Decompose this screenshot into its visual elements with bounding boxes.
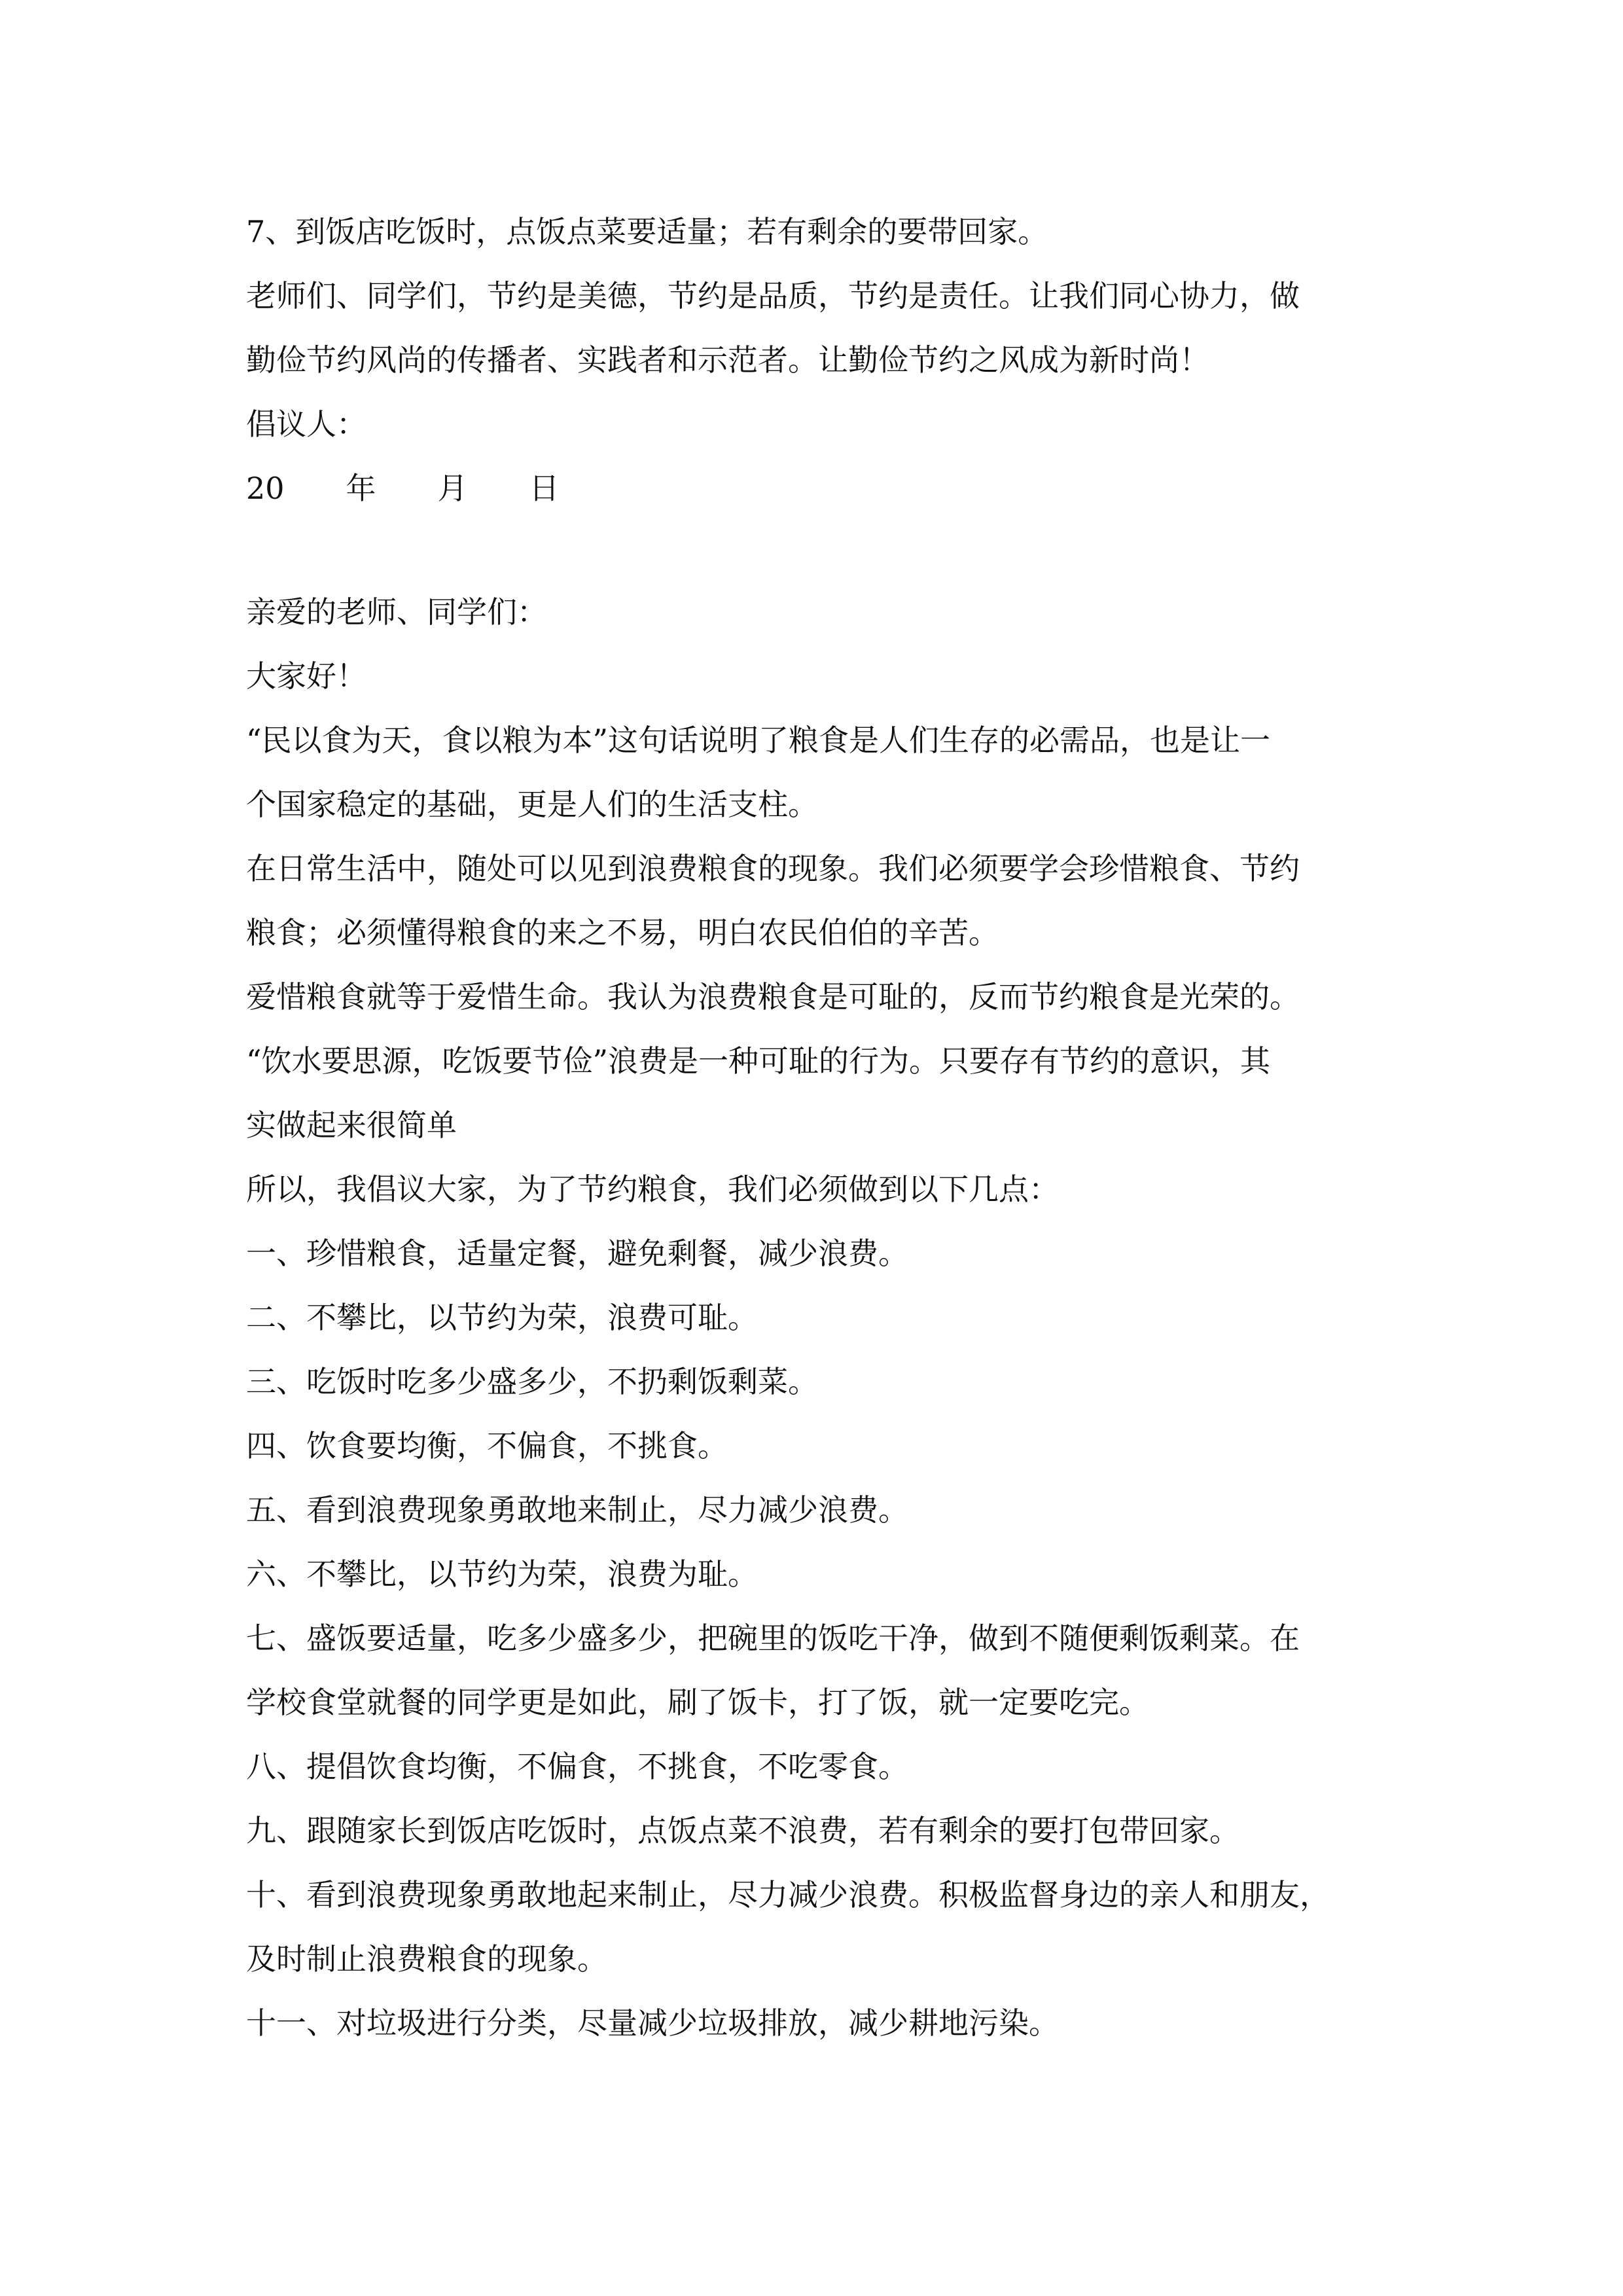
date-year-char: 年 bbox=[346, 471, 376, 506]
date-blank bbox=[376, 497, 438, 499]
list-item-continuation: 学校食堂就餐的同学更是如此，刷了饭卡，打了饭，就一定要吃完。 bbox=[246, 1685, 1149, 1720]
salutation: 亲爱的老师、同学们： bbox=[246, 594, 547, 630]
proposal-closing-section bbox=[246, 200, 1385, 520]
paragraph-line: 勤俭节约风尚的传播者、实践者和示范者。让勤俭节约之风成为新时尚！ bbox=[246, 342, 1209, 378]
paragraph-line: 所以，我倡议大家，为了节约粮食，我们必须做到以下几点： bbox=[246, 1172, 1059, 1207]
paragraph-line: 实做起来很简单 bbox=[246, 1107, 457, 1143]
paragraph-line: 爱惜粮食就等于爱惜生命。我认为浪费粮食是可耻的，反而节约粮食是光荣的。 bbox=[246, 979, 1300, 1014]
list-item: 二、不攀比，以节约为荣，浪费可耻。 bbox=[246, 1300, 758, 1335]
list-item: 十一、对垃圾进行分类，尽量减少垃圾排放，减少耕地污染。 bbox=[246, 2005, 1059, 2041]
paragraph-line: “饮水要思源，吃饭要节俭”浪费是一种可耻的行为。只要存有节约的意识，其 bbox=[246, 1043, 1271, 1079]
paragraph-line: 粮食；必须懂得粮食的来之不易，明白农民伯伯的辛苦。 bbox=[246, 915, 999, 950]
list-item: 十、看到浪费现象勇敢地起来制止，尽力减少浪费。积极监督身边的亲人和朋友， bbox=[246, 1877, 1330, 1912]
list-item: 六、不攀比，以节约为荣，浪费为耻。 bbox=[246, 1556, 758, 1592]
list-item-continuation: 及时制止浪费粮食的现象。 bbox=[246, 1941, 607, 1977]
date-blank bbox=[468, 497, 529, 499]
date-month-char: 月 bbox=[437, 471, 468, 506]
date-line bbox=[246, 456, 1385, 520]
list-item: 四、饮食要均衡，不偏食，不挑食。 bbox=[246, 1428, 728, 1463]
date-day-char: 日 bbox=[529, 471, 560, 506]
greeting: 大家好！ bbox=[246, 658, 366, 694]
proposal-letter-section bbox=[246, 580, 1385, 2055]
list-item: 一、珍惜粮食，适量定餐，避免剩餐，减少浪费。 bbox=[246, 1236, 908, 1271]
list-item: 八、提倡饮食均衡，不偏食，不挑食，不吃零食。 bbox=[246, 1749, 908, 1784]
paragraph-line: 老师们、同学们，节约是美德，节约是品质，节约是责任。让我们同心协力，做 bbox=[246, 278, 1300, 314]
list-item: 三、吃饭时吃多少盛多少，不扔剩饭剩菜。 bbox=[246, 1364, 818, 1399]
paragraph-line: 7、到饭店吃饭时，点饭点菜要适量；若有剩余的要带回家。 bbox=[246, 214, 1048, 249]
paragraph-line: “民以食为天，食以粮为本”这句话说明了粮食是人们生存的必需品，也是让一 bbox=[246, 723, 1271, 758]
paragraph-line: 在日常生活中，随处可以见到浪费粮食的现象。我们必须要学会珍惜粮食、节约 bbox=[246, 851, 1300, 886]
list-item: 七、盛饭要适量，吃多少盛多少，把碗里的饭吃干净，做到不随便剩饭剩菜。在 bbox=[246, 1621, 1300, 1656]
paragraph-line: 个国家稳定的基础，更是人们的生活支柱。 bbox=[246, 787, 818, 822]
list-item: 五、看到浪费现象勇敢地来制止，尽力减少浪费。 bbox=[246, 1492, 908, 1528]
signature-label: 倡议人： bbox=[246, 406, 366, 442]
date-blank bbox=[285, 497, 346, 499]
list-item: 九、跟随家长到饭店吃饭时，点饭点菜不浪费，若有剩余的要打包带回家。 bbox=[246, 1813, 1240, 1848]
date-year-prefix: 20 bbox=[246, 471, 285, 506]
